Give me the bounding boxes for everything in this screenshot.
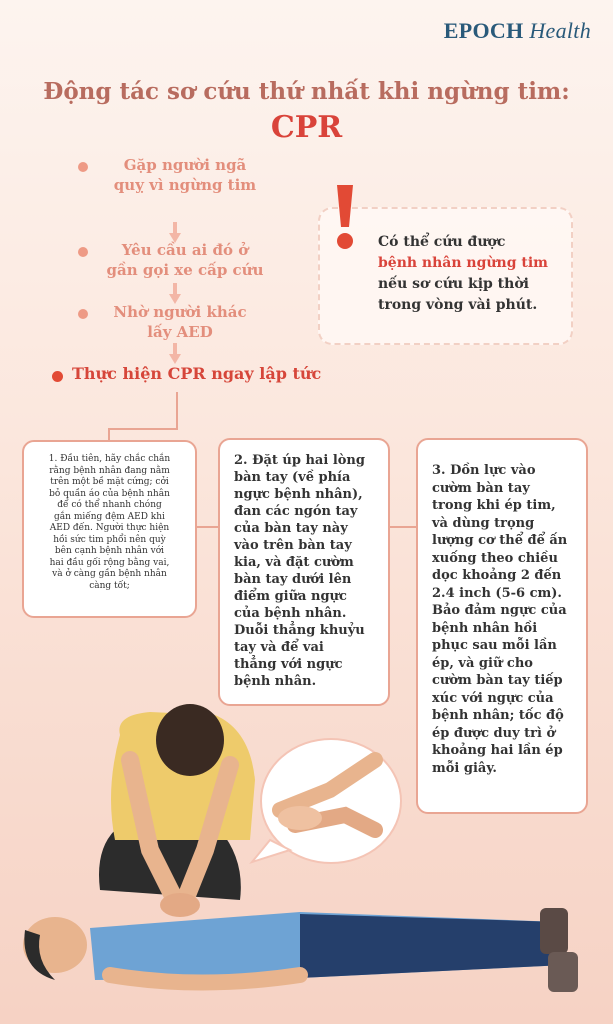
connector-line: [176, 392, 178, 430]
box2-line: kia, và đặt cườm: [234, 555, 354, 570]
box1-line: bỏ quần áo của bệnh nhân: [49, 488, 170, 499]
connector-line: [108, 428, 110, 440]
patient-figure: [23, 908, 578, 992]
page-title: Động tác sơ cứu thứ nhất khi ngừng tim:: [43, 78, 570, 105]
callout-highlight: bệnh nhân ngừng tim: [378, 255, 548, 271]
box3-line: Bảo đảm ngực của: [432, 603, 567, 618]
box3-line: xuống theo chiều: [432, 550, 558, 566]
box2-line: tay và để vai: [234, 640, 324, 655]
box2-line: của bệnh nhân.: [234, 606, 347, 621]
connector-line: [108, 428, 178, 430]
box2-line: bệnh nhân.: [234, 674, 317, 689]
instruction-box-1: [22, 440, 197, 618]
box2-line: điểm giữa ngực: [234, 589, 347, 604]
box1-line: AED đến. Người thực hiện: [49, 523, 170, 533]
arrow-down-icon: [168, 343, 182, 365]
step-1-line2: quỵ vì ngừng tim: [113, 176, 257, 194]
box3-line: ép, và giữ cho: [432, 655, 533, 671]
box1-line: trên một bề mặt cứng; cởi: [50, 477, 169, 487]
box2-line: bàn tay dưới lên: [234, 572, 352, 587]
box3-line: bệnh nhân hồi: [432, 620, 538, 636]
cpr-illustration: [0, 690, 613, 1024]
box2-line: ngực bệnh nhân),: [234, 487, 363, 502]
box1-line: hồi sức tim phổi nên quỳ: [53, 534, 166, 545]
final-step: Thực hiện CPR ngay lập tức: [72, 364, 322, 383]
box1-line: để có thể nhanh chóng: [57, 500, 162, 510]
box1-line: rằng bệnh nhân đang nằm: [49, 465, 170, 476]
box1-line: và ở càng gần bệnh nhân: [52, 569, 167, 579]
box3-line: 3. Dồn lực vào: [432, 463, 536, 478]
step-dot: [78, 162, 88, 172]
step-dot-final: [52, 371, 63, 382]
step-1-line1: Gặp người ngã: [123, 156, 247, 174]
instruction-1-text: [24, 442, 195, 592]
box3-line: khoảng hai lần ép: [432, 743, 563, 758]
box3-line: ép được duy trì ở: [432, 725, 556, 741]
step-2-line2: gần gọi xe cấp cứu: [106, 261, 264, 279]
step-2-line1: Yêu cầu ai đó ở: [121, 241, 249, 259]
brand-logo: [444, 18, 591, 44]
step-1: [90, 155, 280, 195]
brand-part2: Health: [529, 18, 591, 43]
connector-line: [197, 526, 218, 528]
rescuer-figure: [99, 704, 255, 917]
connector-line: [390, 526, 416, 528]
box1-line: càng tốt;: [89, 580, 130, 591]
box1-line: bên cạnh bệnh nhân với: [54, 546, 165, 556]
box3-line: phục sau mỗi lần: [432, 638, 557, 653]
box2-line: vào trên bàn tay: [234, 538, 352, 553]
box3-line: lượng cơ thể để ấn: [432, 533, 568, 548]
box2-line: bàn tay (về phía: [234, 470, 351, 485]
box1-line: gắn miếng đệm AED khi: [54, 511, 165, 522]
instruction-box-2: [218, 438, 390, 706]
step-3: [85, 302, 275, 342]
box2-line: đan các ngón tay: [234, 504, 358, 519]
box3-line: và dùng trọng: [432, 515, 535, 531]
box3-line: xúc với ngực của: [432, 690, 554, 706]
step-3-line1: Nhờ người khác: [113, 303, 247, 321]
callout-line3: nếu sơ cứu kịp thời: [378, 276, 529, 292]
page-subtitle: CPR: [270, 110, 343, 145]
instruction-2-text: [220, 440, 388, 690]
box2-line: Duỗi thẳng khuỷu: [234, 623, 365, 638]
box3-line: cườm bàn tay: [432, 480, 530, 496]
box3-line: bệnh nhân; tốc độ: [432, 708, 564, 723]
box2-line: 2. Đặt úp hai lòng: [234, 453, 365, 468]
box3-line: trong khi ép tim,: [432, 498, 556, 513]
step-3-line2: lấy AED: [147, 323, 213, 341]
box2-line: của bàn tay này: [234, 521, 348, 536]
callout-text: [378, 232, 568, 316]
box1-line: 1. Đầu tiên, hãy chắc chắn: [48, 454, 171, 464]
callout-line4: trong vòng vài phút.: [378, 297, 538, 313]
box3-line: dọc khoảng 2 đến: [432, 568, 562, 583]
brand-part1: EPOCH: [443, 18, 524, 43]
callout-line1: Có thể cứu được: [378, 234, 506, 250]
box3-line: 2.4 inch (5-6 cm).: [432, 585, 562, 601]
box3-line: mỗi giây.: [432, 760, 497, 776]
box2-line: thẳng với ngực: [234, 657, 343, 672]
box1-line: hai đầu gối rộng bằng vai,: [49, 557, 170, 568]
exclamation-icon: [330, 183, 360, 251]
step-2: [85, 240, 285, 280]
box3-line: cườm bàn tay tiếp: [432, 673, 563, 688]
